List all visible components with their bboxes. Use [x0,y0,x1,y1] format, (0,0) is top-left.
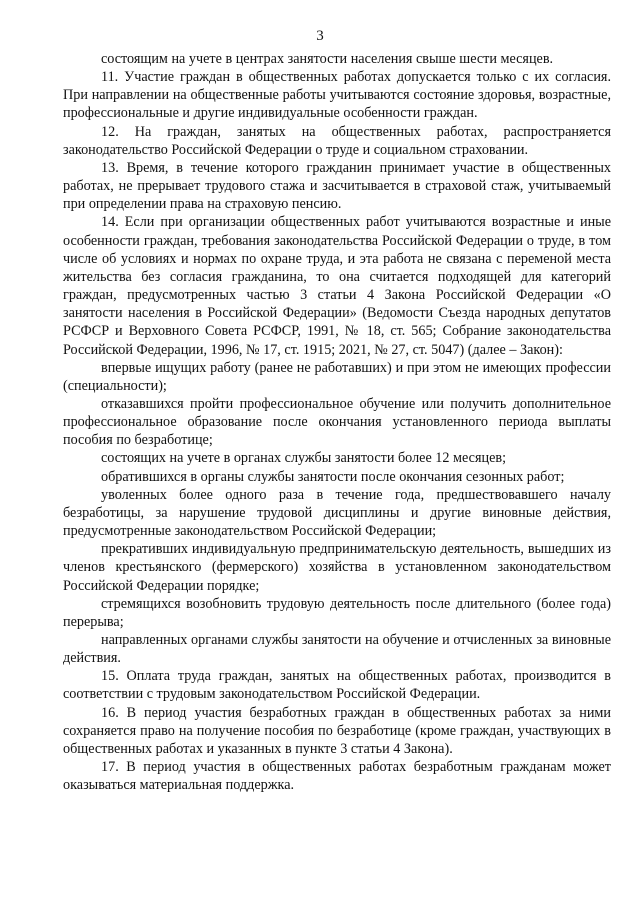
list-item: направленных органами службы занятости на обучение и отчисленных за виновные действия. [63,632,611,667]
page-number: 3 [316,28,324,44]
list-item: состоящих на учете в органах службы занятости более 12 месяцев; [101,450,507,467]
document-body [63,50,611,794]
paragraph: 17. В период участия в общественных работах безработным гражданам может оказываться материальная поддержка. [63,759,611,794]
list-item: прекративших индивидуальную предпринимательскую деятельность, вышедших из членов крестьянского (фермерского) хозяйства в установленном законодательством Российской Федерации порядке; [63,541,611,594]
paragraph: состоящим на учете в центрах занятости населения свыше шести месяцев. [101,51,554,67]
paragraph: 16. В период участия безработных граждан в общественных работах за ними сохраняется право на получение пособия по безработице (кроме граждан, участвующих в общественных работах и указанных в пункте 3 статьи 4 Закона). [63,704,611,757]
paragraph: 15. Оплата труда граждан, занятых на общественных работах, производится в соответствии с трудовым законодательством Российской Федерации. [63,668,611,703]
list-item: обратившихся в органы службы занятости после окончания сезонных работ; [101,468,565,485]
list-item: стремящихся возобновить трудовую деятельность после длительного (более года) перерыва; [63,595,611,630]
list-item: впервые ищущих работу (ранее не работавших) и при этом не имеющих профессии (специальности); [63,359,611,394]
paragraph: 12. На граждан, занятых на общественных работах, распространяется законодательство Российской Федерации о труде и социальном страховании. [63,123,611,158]
paragraph: 14. Если при организации общественных работ учитываются возрастные и иные особенности граждан, требования законодательства Российской Федерации о труде, в том числе об условиях и нормах по охране труда, и эта работа не связана с переменой места жительства без согласия гражданина, то она считается подходящей для категорий граждан, предусмотренных частью 3 статьи 4 Закона Российской Федерации «О занятости населения в Российской Федерации» (Ведомости Съезда народных депутатов РСФСР и Верховного Совета РСФСР, 1991, № 18, ст. 565; Собрание законодательства Российской Федерации, 1996, № 17, ст. 1915; 2021, № 27, ст. 5047) (далее – Закон): [63,214,611,358]
paragraph: 13. Время, в течение которого гражданин принимает участие в общественных работах, не прерывает трудового стажа и засчитывается в страховой стаж, учитываемый при определении права на страховую пенсию. [63,159,611,213]
list-item: отказавшихся пройти профессиональное обучение или получить дополнительное профессиональное образование после окончания установленного периода выплаты пособия по безработице; [63,395,611,449]
list-item: уволенных более одного раза в течение года, предшествовавшего началу безработицы, за нарушение трудовой дисциплины и другие виновные действия, предусмотренные законодательством Российской Федерации; [63,486,611,540]
paragraph: 11. Участие граждан в общественных работах допускается только с их согласия. При направлении на общественные работы учитываются состояние здоровья, возрастные, профессиональные и другие индивидуальные особенности граждан. [63,69,611,122]
